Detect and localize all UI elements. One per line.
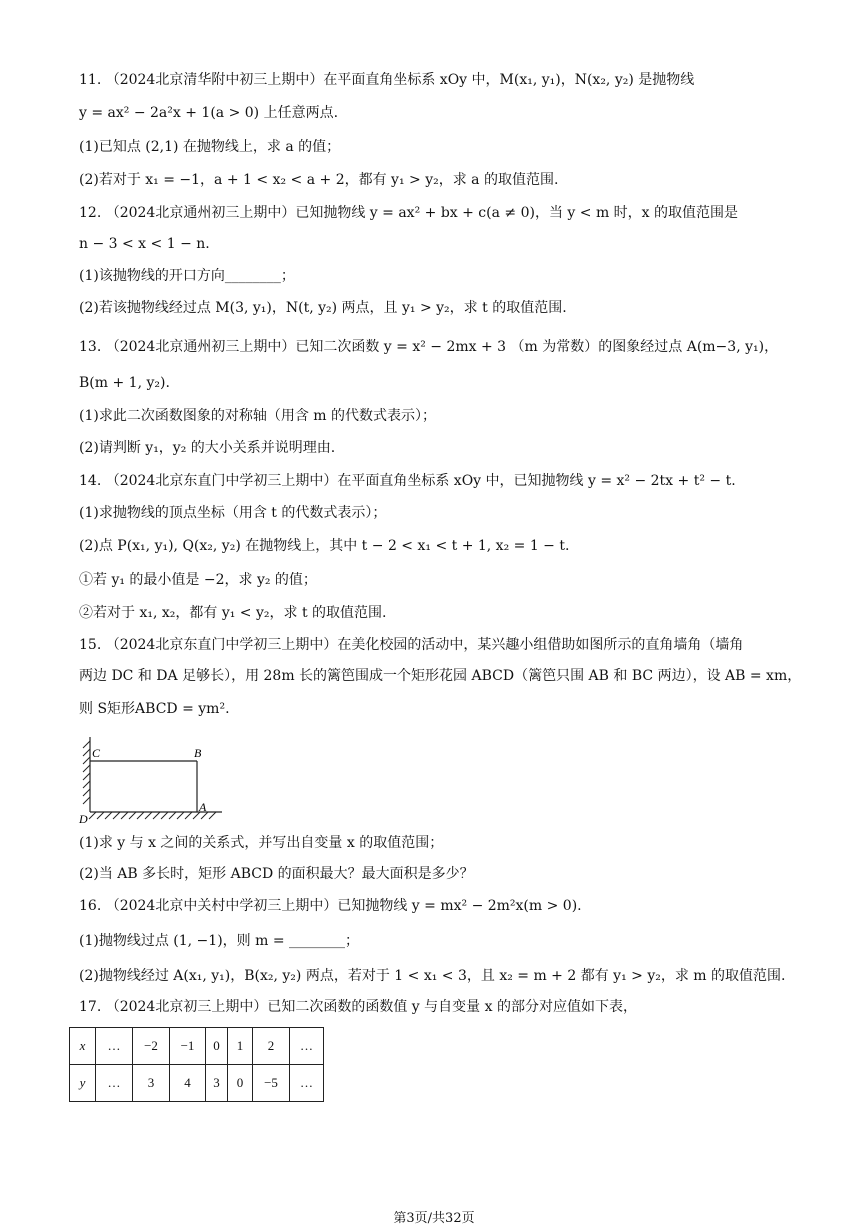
value-table (69, 1027, 324, 1102)
q14-line-1: 14. （2024北京东直门中学初三上期中）在平面直角坐标系 xOy 中，已知抛物线 y = x² − 2tx + t² − t. (79, 473, 736, 489)
q14-part-1: (1)求抛物线的顶点坐标（用含 t 的代数式表示）； (79, 505, 387, 521)
q12-line-1: 12. （2024北京通州初三上期中）已知抛物线 y = ax² + bx + c(a ≠ 0)，当 y < m 时，x 的取值范围是 (79, 205, 739, 221)
q12-part-1: (1)该抛物线的开口方向________； (79, 268, 295, 284)
table-cell: −1 (170, 1028, 206, 1065)
q15-line-3: 则 S矩形ABCD = ym². (79, 701, 230, 717)
q14-sub-2: ②若对于 x₁, x₂，都有 y₁ < y₂，求 t 的取值范围. (79, 605, 387, 621)
q11-part-2: (2)若对于 x₁ = −1，a + 1 < x₂ < a + 2，都有 y₁ > y₂，求 a 的取值范围. (79, 172, 559, 188)
table-cell: x (70, 1028, 96, 1065)
table-cell: … (96, 1028, 133, 1065)
q14-part-2: (2)点 P(x₁, y₁), Q(x₂, y₂) 在抛物线上，其中 t − 2 < x₁ < t + 1, x₂ = 1 − t. (79, 538, 570, 554)
table-cell: −2 (133, 1028, 170, 1065)
q13-line-2: B(m + 1, y₂). (79, 375, 170, 391)
q11-line-2: y = ax² − 2a²x + 1(a > 0) 上任意两点. (79, 105, 339, 121)
label-d: D (79, 812, 88, 825)
table-cell: −5 (253, 1065, 290, 1102)
wall-corner-figure (70, 735, 230, 825)
table-cell: 0 (228, 1065, 253, 1102)
table-row (70, 1065, 324, 1102)
table-cell: y (70, 1065, 96, 1102)
q13-line-1: 13. （2024北京通州初三上期中）已知二次函数 y = x² − 2mx + 3 （m 为常数）的图象经过点 A(m−3, y₁)， (79, 339, 779, 355)
table-cell: 1 (228, 1028, 253, 1065)
table-cell: 0 (206, 1028, 228, 1065)
q12-part-2: (2)若该抛物线经过点 M(3, y₁)，N(t, y₂) 两点，且 y₁ > y₂，求 t 的取值范围. (79, 300, 567, 316)
table-row (70, 1028, 324, 1065)
label-a: A (199, 800, 207, 814)
table-cell: … (290, 1065, 324, 1102)
q16-part-1: (1)抛物线过点 (1, −1)，则 m = ________； (79, 933, 360, 949)
q12-line-2: n − 3 < x < 1 − n. (79, 236, 210, 252)
table-cell: 3 (206, 1065, 228, 1102)
q13-part-2: (2)请判断 y₁，y₂ 的大小关系并说明理由. (79, 440, 336, 456)
label-b: B (194, 746, 202, 760)
q17-line-1: 17. （2024北京初三上期中）已知二次函数的函数值 y 与自变量 x 的部分对应值如下表， (79, 999, 637, 1015)
q16-line-1: 16. （2024北京中关村中学初三上期中）已知抛物线 y = mx² − 2m²x(m > 0). (79, 898, 582, 914)
q11-part-1: (1)已知点 (2,1) 在抛物线上，求 a 的值； (79, 139, 341, 155)
q11-line-1: 11. （2024北京清华附中初三上期中）在平面直角坐标系 xOy 中，M(x₁, y₁)，N(x₂, y₂) 是抛物线 (79, 72, 695, 88)
table-cell: … (290, 1028, 324, 1065)
label-c: C (92, 746, 101, 760)
q15-part-1: (1)求 y 与 x 之间的关系式，并写出自变量 x 的取值范围； (79, 835, 444, 851)
table-cell: 2 (253, 1028, 290, 1065)
q15-part-2: (2)当 AB 多长时，矩形 ABCD 的面积最大？最大面积是多少？ (79, 866, 474, 882)
q15-line-1: 15. （2024北京东直门中学初三上期中）在美化校园的活动中，某兴趣小组借助如图所示的直角墙角（墙角 (79, 637, 744, 653)
table-cell: 3 (133, 1065, 170, 1102)
q14-sub-1: ①若 y₁ 的最小值是 −2，求 y₂ 的值； (79, 572, 317, 588)
table-cell: … (96, 1065, 133, 1102)
q15-line-2: 两边 DC 和 DA 足够长），用 28m 长的篱笆围成一个矩形花园 ABCD（篱笆只围 AB 和 BC 两边），设 AB = xm， (79, 668, 802, 684)
q16-part-2: (2)抛物线经过 A(x₁, y₁)，B(x₂, y₂) 两点，若对于 1 < x₁ < 3，且 x₂ = m + 2 都有 y₁ > y₂，求 m 的取值范围. (79, 968, 786, 984)
page-footer: 第3页/共32页 (393, 1211, 475, 1226)
q13-part-1: (1)求此二次函数图象的对称轴（用含 m 的代数式表示）； (79, 408, 437, 424)
table-cell: 4 (170, 1065, 206, 1102)
